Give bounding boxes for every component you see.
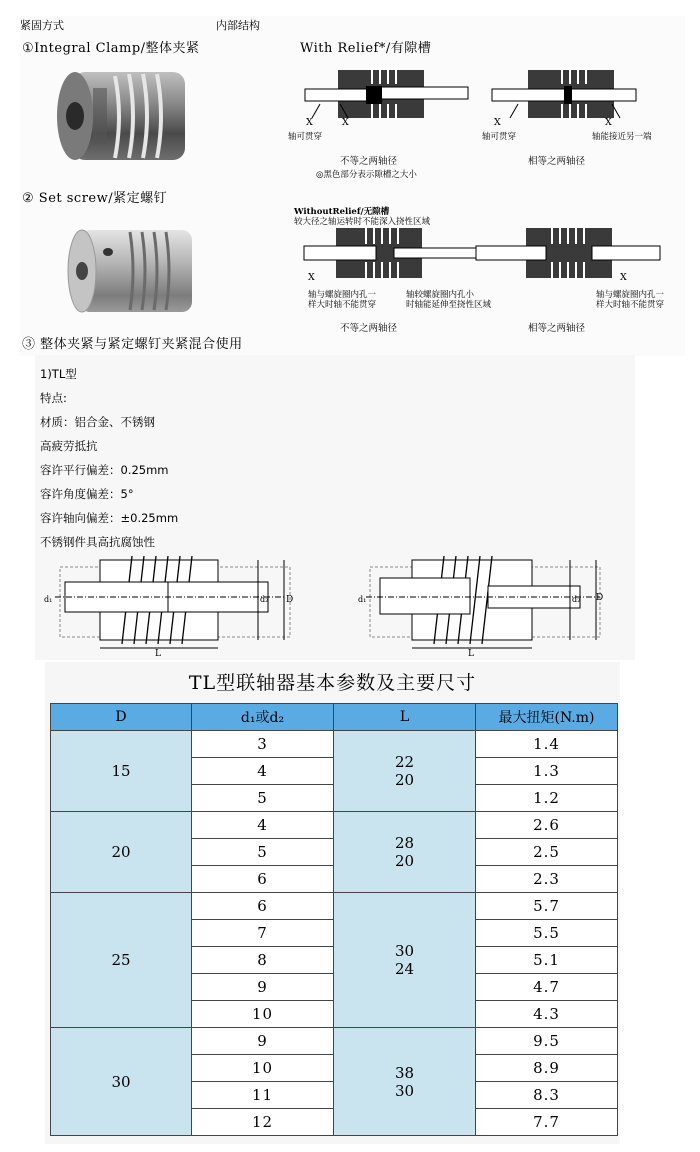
cell-D: 25: [51, 893, 192, 1028]
x-mark-2: X: [342, 117, 349, 128]
cell-D: 30: [51, 1028, 192, 1136]
header-D: D: [51, 704, 192, 731]
integral-clamp-coupling-photo: [45, 62, 195, 172]
no-relief-mid-note-1: 轴较螺旋圈内孔小: [406, 290, 475, 300]
drawing-right: [366, 556, 600, 648]
method-mixed: ③ 整体夹紧与紧定螺钉夹紧混合使用: [22, 337, 243, 352]
label-D-right: D: [596, 593, 604, 603]
tl-coupling-drawings: [40, 552, 620, 657]
cell-L2: 30: [394, 1081, 415, 1100]
no-relief-unequal-caption: 不等之两轴径: [340, 323, 398, 334]
cell-d: 5: [192, 785, 334, 812]
x-mark-3: X: [494, 117, 501, 128]
label-D-left: D: [286, 595, 294, 605]
drawing-left: [55, 556, 290, 648]
feature-angular: 容许角度偏差：5°: [40, 487, 134, 501]
cell-d: 3: [192, 731, 334, 758]
features-heading: 特点:: [40, 391, 67, 405]
feature-material: 材质：铝合金、不锈钢: [40, 415, 155, 429]
cell-torque: 5.5: [476, 920, 618, 947]
cell-d: 9: [192, 1028, 334, 1055]
cell-d: 4: [192, 758, 334, 785]
without-relief-title: WithoutRelief/无隙槽: [294, 207, 390, 217]
cell-torque: 1.3: [476, 758, 618, 785]
cell-torque: 2.3: [476, 866, 618, 893]
header-L: L: [334, 704, 476, 731]
label-L-left: L: [155, 649, 161, 657]
without-relief-subtitle: 较大径之轴运转时不能深入挠性区域: [294, 217, 431, 227]
cell-torque: 1.2: [476, 785, 618, 812]
cell-D: 20: [51, 812, 192, 893]
cell-L: [334, 1028, 476, 1136]
without-relief-equal-diagram: [476, 226, 660, 280]
cell-L1: 22: [394, 753, 415, 771]
table-row: [51, 1028, 618, 1055]
shaft-can-pass-note: 轴可贯穿: [288, 132, 323, 142]
header-torque: 最大扭矩(N.m): [476, 704, 618, 731]
cell-L2: 24: [394, 960, 415, 978]
no-relief-right-note-2: 样大时轴不能贯穿: [596, 300, 665, 310]
cell-d: 8: [192, 947, 334, 974]
cell-torque: 2.6: [476, 812, 618, 839]
no-relief-left-note-2: 样大时轴不能贯穿: [308, 300, 377, 310]
cell-torque: 2.5: [476, 839, 618, 866]
table-header-row: [51, 704, 618, 731]
cell-torque: 4.7: [476, 974, 618, 1001]
x-mark-1: X: [306, 117, 313, 128]
fastening-method-label: 紧固方式: [20, 19, 64, 32]
internal-structure-label: 内部结构: [216, 19, 260, 32]
label-d1-left: d₁: [44, 595, 53, 604]
with-relief-title: With Relief*/有隙槽: [300, 41, 432, 56]
x-mark-5: X: [308, 272, 315, 283]
header-d: d₁或d₂: [192, 704, 334, 731]
model-label: 1)TL型: [40, 367, 77, 381]
label-d2-right: d₂: [572, 595, 581, 604]
method-set-screw: ② Set screw/紧定螺钉: [22, 191, 168, 206]
cell-d: 10: [192, 1055, 334, 1082]
cell-L1: 38: [394, 1063, 415, 1082]
no-relief-right-note-1: 轴与螺旋圈内孔一: [596, 290, 665, 300]
cell-L2: 20: [394, 771, 415, 789]
shaft-reach-note: 轴可贯穿: [482, 132, 517, 142]
cell-D: 15: [51, 731, 192, 812]
cell-d: 11: [192, 1082, 334, 1109]
x-mark-6: X: [620, 272, 627, 283]
cell-torque: 8.3: [476, 1082, 618, 1109]
cell-L2: 20: [394, 852, 415, 870]
cell-torque: 5.7: [476, 893, 618, 920]
feature-axial: 容许轴向偏差：±0.25mm: [40, 511, 179, 525]
table-row: [51, 731, 618, 758]
label-L-right: L: [468, 649, 474, 657]
cell-L: [334, 893, 476, 1028]
cell-L1: 30: [394, 942, 415, 960]
cell-d: 10: [192, 1001, 334, 1028]
cell-torque: 5.1: [476, 947, 618, 974]
feature-corrosion: 不锈钢件具高抗腐蚀性: [40, 535, 155, 549]
cell-L: [334, 731, 476, 812]
label-d2-left: d₂: [260, 595, 269, 604]
shaft-approach-note: 轴能接近另一端: [592, 132, 652, 142]
spec-table: [50, 703, 618, 1136]
cell-torque: 8.9: [476, 1055, 618, 1082]
feature-parallel: 容许平行偏差：0.25mm: [40, 463, 169, 477]
table-row: [51, 893, 618, 920]
feature-fatigue: 高疲劳抵抗: [40, 439, 98, 453]
cell-torque: 7.7: [476, 1109, 618, 1136]
table-row: [51, 812, 618, 839]
no-relief-equal-caption: 相等之两轴径: [528, 323, 586, 334]
relief-unequal-caption: 不等之两轴径: [340, 156, 398, 167]
without-relief-unequal-diagram: [304, 226, 476, 280]
cell-d: 12: [192, 1109, 334, 1136]
table-title: TL型联轴器基本参数及主要尺寸: [188, 672, 477, 694]
cell-torque: 1.4: [476, 731, 618, 758]
cell-d: 4: [192, 812, 334, 839]
cell-d: 9: [192, 974, 334, 1001]
x-mark-4: X: [605, 117, 612, 128]
relief-equal-caption: 相等之两轴径: [528, 156, 586, 167]
set-screw-coupling-photo: [60, 222, 200, 322]
cell-torque: 4.3: [476, 1001, 618, 1028]
method-integral-clamp: ①Integral Clamp/整体夹紧: [22, 41, 200, 56]
cell-L1: 28: [394, 834, 415, 852]
label-d1-right: d₁: [358, 595, 367, 604]
no-relief-mid-note-2: 时轴能延伸至挠性区域: [406, 300, 492, 310]
relief-black-caption: ◎黑色部分表示隙槽之大小: [316, 170, 417, 180]
cell-L: [334, 812, 476, 893]
cell-d: 7: [192, 920, 334, 947]
cell-d: 6: [192, 893, 334, 920]
cell-d: 5: [192, 839, 334, 866]
no-relief-left-note-1: 轴与螺旋圈内孔一: [308, 290, 377, 300]
cell-torque: 9.5: [476, 1028, 618, 1055]
cell-d: 6: [192, 866, 334, 893]
with-relief-unequal-diagram: [305, 68, 468, 120]
